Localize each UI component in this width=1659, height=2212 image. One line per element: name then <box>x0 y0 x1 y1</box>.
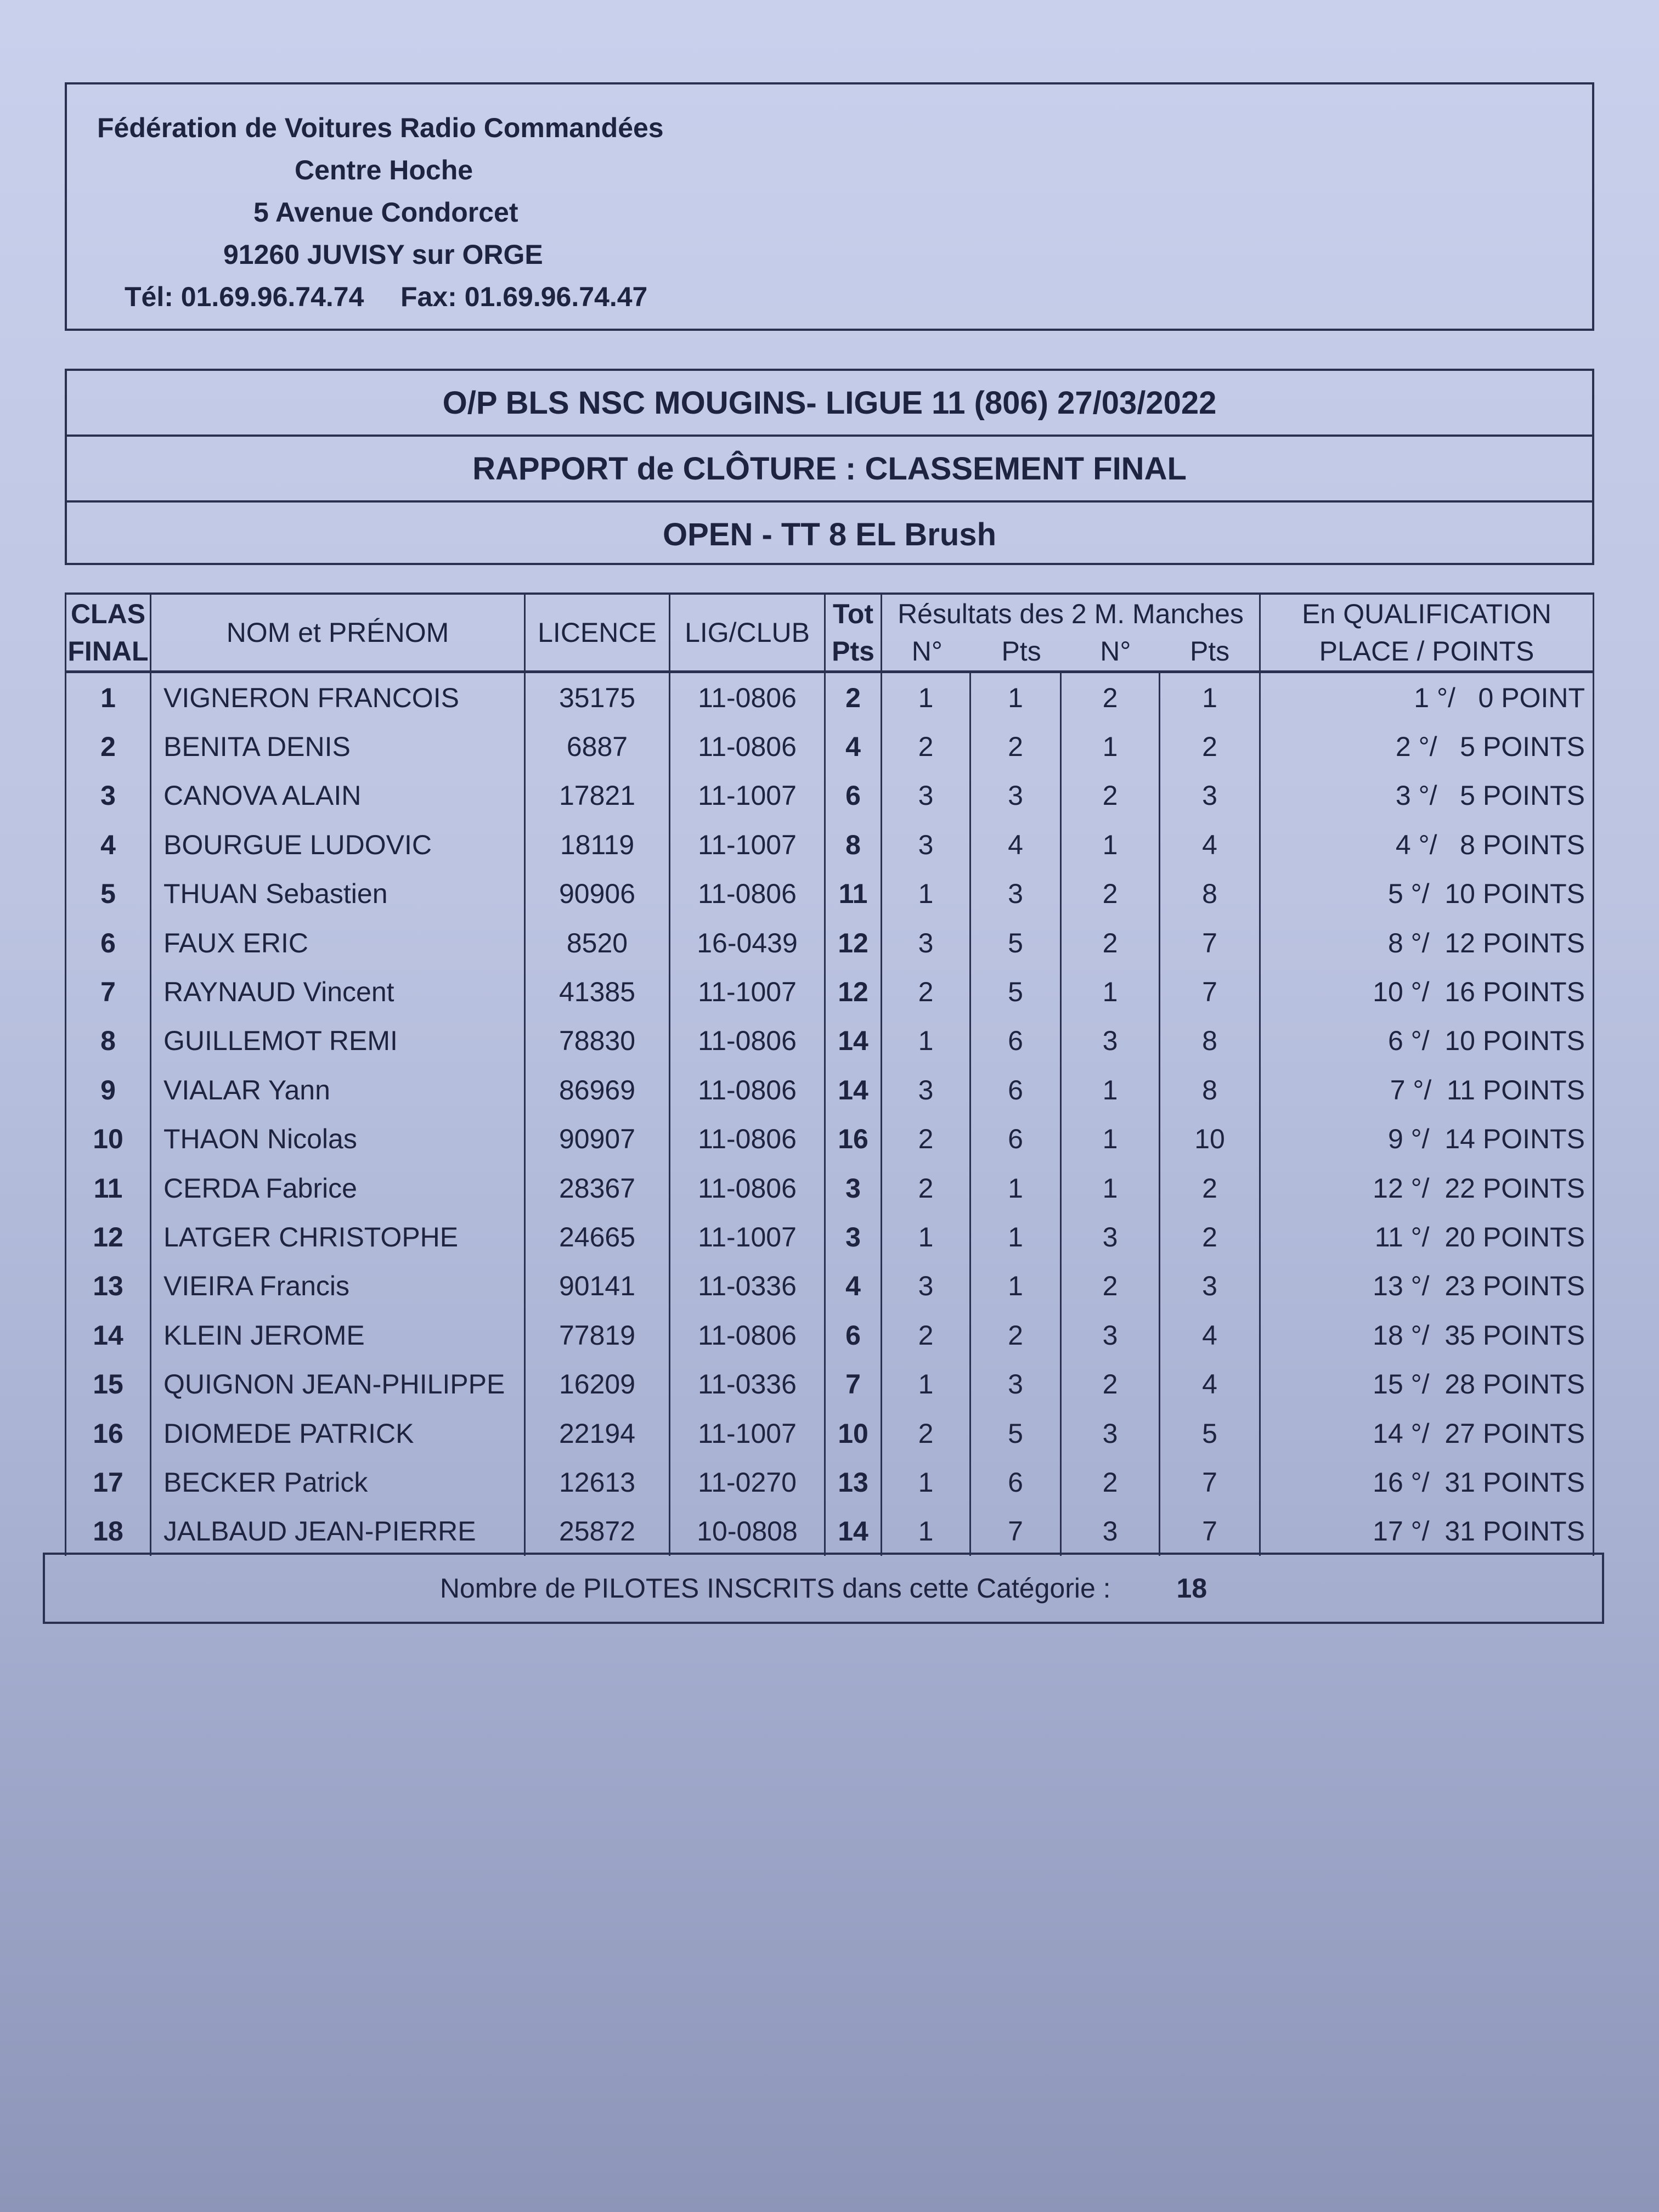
cell-p2: 7 <box>1160 967 1260 1016</box>
cell-name: KLEIN JEROME <box>151 1311 525 1359</box>
cell-club: 11-0806 <box>670 1065 825 1114</box>
cell-licence: 16209 <box>525 1359 670 1408</box>
cell-name: THUAN Sebastien <box>151 870 525 918</box>
cell-n1: 1 <box>882 1212 970 1261</box>
cell-clas: 3 <box>66 771 151 820</box>
cell-licence: 12613 <box>525 1458 670 1506</box>
cell-n1: 1 <box>882 672 970 723</box>
cell-clas: 4 <box>66 820 151 869</box>
cell-clas: 1 <box>66 672 151 723</box>
cell-tot: 3 <box>825 1164 882 1212</box>
cell-n2: 3 <box>1061 1507 1160 1556</box>
table-row <box>66 1359 1594 1408</box>
cell-p2: 2 <box>1160 1164 1260 1212</box>
table-row <box>66 672 1594 723</box>
col-total-points: Tot Pts <box>825 594 882 672</box>
cell-name: FAUX ERIC <box>151 918 525 967</box>
pilot-count: 18 <box>1176 1573 1207 1604</box>
cell-p2: 8 <box>1160 870 1260 918</box>
cell-licence: 41385 <box>525 967 670 1016</box>
table-row <box>66 1017 1594 1065</box>
cell-name: LATGER CHRISTOPHE <box>151 1212 525 1261</box>
fax: Fax: 01.69.96.74.47 <box>400 281 648 312</box>
results-table <box>65 592 1594 1556</box>
cell-n2: 2 <box>1061 1359 1160 1408</box>
table-row <box>66 820 1594 869</box>
col-qualification: En QUALIFICATION PLACE / POINTS <box>1260 594 1594 672</box>
cell-tot: 8 <box>825 820 882 869</box>
table-row <box>66 1212 1594 1261</box>
cell-club: 11-0806 <box>670 1164 825 1212</box>
cell-club: 11-1007 <box>670 1409 825 1458</box>
report-title: RAPPORT de CLÔTURE : CLASSEMENT FINAL <box>67 437 1592 503</box>
cell-licence: 78830 <box>525 1017 670 1065</box>
cell-qual: 10 °/ 16 POINTS <box>1260 967 1594 1016</box>
cell-club: 11-0806 <box>670 870 825 918</box>
table-row <box>66 918 1594 967</box>
cell-n2: 3 <box>1061 1017 1160 1065</box>
cell-p2: 5 <box>1160 1409 1260 1458</box>
cell-clas: 13 <box>66 1262 151 1311</box>
cell-p1: 2 <box>970 722 1061 771</box>
cell-name: VIEIRA Francis <box>151 1262 525 1311</box>
cell-n2: 2 <box>1061 672 1160 723</box>
cell-tot: 4 <box>825 722 882 771</box>
cell-clas: 5 <box>66 870 151 918</box>
cell-club: 11-0806 <box>670 1311 825 1359</box>
cell-clas: 7 <box>66 967 151 1016</box>
cell-n1: 1 <box>882 1359 970 1408</box>
col-n1: N° <box>911 636 943 667</box>
cell-qual: 17 °/ 31 POINTS <box>1260 1507 1594 1556</box>
cell-licence: 24665 <box>525 1212 670 1261</box>
cell-qual: 8 °/ 12 POINTS <box>1260 918 1594 967</box>
center-name: Centre Hoche <box>295 155 473 185</box>
federation-header <box>65 82 1594 331</box>
cell-tot: 14 <box>825 1017 882 1065</box>
org-name: Fédération de Voitures Radio Commandées <box>97 112 664 143</box>
cell-p2: 4 <box>1160 1311 1260 1359</box>
cell-qual: 18 °/ 35 POINTS <box>1260 1311 1594 1359</box>
table-row <box>66 1458 1594 1506</box>
cell-club: 10-0808 <box>670 1507 825 1556</box>
cell-licence: 25872 <box>525 1507 670 1556</box>
cell-club: 11-1007 <box>670 820 825 869</box>
cell-p1: 3 <box>970 1359 1061 1408</box>
cell-n2: 1 <box>1061 1115 1160 1164</box>
cell-n2: 1 <box>1061 1164 1160 1212</box>
city: 91260 JUVISY sur ORGE <box>223 239 543 270</box>
cell-name: GUILLEMOT REMI <box>151 1017 525 1065</box>
cell-p1: 1 <box>970 1212 1061 1261</box>
cell-qual: 6 °/ 10 POINTS <box>1260 1017 1594 1065</box>
cell-p2: 3 <box>1160 771 1260 820</box>
col-p1: Pts <box>1001 636 1041 667</box>
cell-licence: 17821 <box>525 771 670 820</box>
cell-qual: 7 °/ 11 POINTS <box>1260 1065 1594 1114</box>
cell-n1: 1 <box>882 870 970 918</box>
cell-tot: 12 <box>825 918 882 967</box>
table-row <box>66 1065 1594 1114</box>
cell-clas: 18 <box>66 1507 151 1556</box>
cell-n2: 1 <box>1061 967 1160 1016</box>
cell-n1: 3 <box>882 771 970 820</box>
event-title: O/P BLS NSC MOUGINS- LIGUE 11 (806) 27/03/2022 <box>67 371 1592 437</box>
cell-qual: 3 °/ 5 POINTS <box>1260 771 1594 820</box>
cell-qual: 12 °/ 22 POINTS <box>1260 1164 1594 1212</box>
cell-qual: 15 °/ 28 POINTS <box>1260 1359 1594 1408</box>
cell-tot: 6 <box>825 771 882 820</box>
cell-qual: 13 °/ 23 POINTS <box>1260 1262 1594 1311</box>
table-header-row <box>66 594 1594 672</box>
cell-n2: 3 <box>1061 1311 1160 1359</box>
cell-clas: 17 <box>66 1458 151 1506</box>
cell-n2: 2 <box>1061 870 1160 918</box>
cell-club: 11-0270 <box>670 1458 825 1506</box>
cell-qual: 2 °/ 5 POINTS <box>1260 722 1594 771</box>
col-manches <box>882 594 1260 672</box>
cell-p1: 5 <box>970 918 1061 967</box>
cell-club: 11-0806 <box>670 1115 825 1164</box>
pilot-count-footer <box>43 1553 1604 1624</box>
cell-name: VIALAR Yann <box>151 1065 525 1114</box>
cell-club: 11-0806 <box>670 672 825 723</box>
cell-clas: 6 <box>66 918 151 967</box>
cell-name: JALBAUD JEAN-PIERRE <box>151 1507 525 1556</box>
cell-p2: 4 <box>1160 820 1260 869</box>
pilot-count-label: Nombre de PILOTES INSCRITS dans cette Catégorie : <box>439 1573 1111 1604</box>
cell-n1: 3 <box>882 918 970 967</box>
cell-p2: 7 <box>1160 1507 1260 1556</box>
cell-n1: 2 <box>882 1115 970 1164</box>
cell-tot: 10 <box>825 1409 882 1458</box>
cell-n1: 2 <box>882 1409 970 1458</box>
cell-licence: 22194 <box>525 1409 670 1458</box>
cell-n2: 3 <box>1061 1409 1160 1458</box>
cell-clas: 11 <box>66 1164 151 1212</box>
cell-licence: 77819 <box>525 1311 670 1359</box>
cell-p2: 1 <box>1160 672 1260 723</box>
cell-clas: 12 <box>66 1212 151 1261</box>
table-row <box>66 722 1594 771</box>
cell-name: VIGNERON FRANCOIS <box>151 672 525 723</box>
cell-qual: 5 °/ 10 POINTS <box>1260 870 1594 918</box>
cell-p2: 8 <box>1160 1065 1260 1114</box>
cell-tot: 11 <box>825 870 882 918</box>
cell-licence: 86969 <box>525 1065 670 1114</box>
cell-p1: 4 <box>970 820 1061 869</box>
cell-name: CANOVA ALAIN <box>151 771 525 820</box>
cell-p2: 8 <box>1160 1017 1260 1065</box>
cell-name: CERDA Fabrice <box>151 1164 525 1212</box>
cell-club: 11-0806 <box>670 1017 825 1065</box>
cell-name: BECKER Patrick <box>151 1458 525 1506</box>
title-block <box>65 369 1594 565</box>
cell-n1: 1 <box>882 1017 970 1065</box>
cell-tot: 14 <box>825 1507 882 1556</box>
cell-p1: 6 <box>970 1065 1061 1114</box>
cell-club: 11-1007 <box>670 771 825 820</box>
cell-p1: 1 <box>970 1164 1061 1212</box>
cell-licence: 90906 <box>525 870 670 918</box>
cell-n1: 2 <box>882 1164 970 1212</box>
col-clas-final: CLAS FINAL <box>66 594 151 672</box>
cell-licence: 90907 <box>525 1115 670 1164</box>
cell-p2: 7 <box>1160 918 1260 967</box>
cell-n1: 2 <box>882 1311 970 1359</box>
cell-clas: 15 <box>66 1359 151 1408</box>
cell-p1: 1 <box>970 672 1061 723</box>
cell-p1: 6 <box>970 1017 1061 1065</box>
table-row <box>66 1311 1594 1359</box>
cell-n2: 1 <box>1061 1065 1160 1114</box>
cell-licence: 28367 <box>525 1164 670 1212</box>
cell-n2: 1 <box>1061 722 1160 771</box>
table-row <box>66 1507 1594 1556</box>
cell-p2: 2 <box>1160 1212 1260 1261</box>
cell-clas: 14 <box>66 1311 151 1359</box>
cell-name: THAON Nicolas <box>151 1115 525 1164</box>
table-row <box>66 1164 1594 1212</box>
cell-p2: 10 <box>1160 1115 1260 1164</box>
table-row <box>66 870 1594 918</box>
cell-p1: 2 <box>970 1311 1061 1359</box>
cell-licence: 18119 <box>525 820 670 869</box>
cell-tot: 4 <box>825 1262 882 1311</box>
cell-clas: 10 <box>66 1115 151 1164</box>
cell-n1: 3 <box>882 820 970 869</box>
cell-p1: 5 <box>970 1409 1061 1458</box>
cell-tot: 7 <box>825 1359 882 1408</box>
cell-n1: 1 <box>882 1507 970 1556</box>
cell-p2: 4 <box>1160 1359 1260 1408</box>
cell-n2: 2 <box>1061 771 1160 820</box>
cell-n1: 3 <box>882 1262 970 1311</box>
cell-name: BENITA DENIS <box>151 722 525 771</box>
cell-club: 11-0336 <box>670 1359 825 1408</box>
cell-qual: 14 °/ 27 POINTS <box>1260 1409 1594 1458</box>
cell-tot: 3 <box>825 1212 882 1261</box>
cell-p1: 1 <box>970 1262 1061 1311</box>
manches-label: Résultats des 2 M. Manches <box>898 599 1244 629</box>
cell-qual: 9 °/ 14 POINTS <box>1260 1115 1594 1164</box>
cell-club: 11-1007 <box>670 1212 825 1261</box>
cell-p1: 6 <box>970 1458 1061 1506</box>
col-p2: Pts <box>1189 636 1230 667</box>
col-n2: N° <box>1100 636 1131 667</box>
cell-clas: 2 <box>66 722 151 771</box>
cell-tot: 6 <box>825 1311 882 1359</box>
cell-club: 11-0336 <box>670 1262 825 1311</box>
cell-p2: 2 <box>1160 722 1260 771</box>
cell-p1: 3 <box>970 870 1061 918</box>
cell-clas: 8 <box>66 1017 151 1065</box>
cell-qual: 11 °/ 20 POINTS <box>1260 1212 1594 1261</box>
table-row <box>66 1262 1594 1311</box>
cell-tot: 16 <box>825 1115 882 1164</box>
cell-p1: 7 <box>970 1507 1061 1556</box>
col-licence: LICENCE <box>525 594 670 672</box>
cell-licence: 6887 <box>525 722 670 771</box>
cell-n2: 2 <box>1061 1458 1160 1506</box>
cell-n2: 2 <box>1061 918 1160 967</box>
cell-club: 11-1007 <box>670 967 825 1016</box>
cell-name: DIOMEDE PATRICK <box>151 1409 525 1458</box>
table-row <box>66 771 1594 820</box>
cell-licence: 90141 <box>525 1262 670 1311</box>
cell-n1: 3 <box>882 1065 970 1114</box>
cell-name: RAYNAUD Vincent <box>151 967 525 1016</box>
telephone: Tél: 01.69.96.74.74 <box>125 281 364 312</box>
table-row <box>66 967 1594 1016</box>
cell-name: QUIGNON JEAN-PHILIPPE <box>151 1359 525 1408</box>
cell-p1: 5 <box>970 967 1061 1016</box>
cell-licence: 35175 <box>525 672 670 723</box>
cell-p1: 6 <box>970 1115 1061 1164</box>
cell-qual: 4 °/ 8 POINTS <box>1260 820 1594 869</box>
cell-tot: 2 <box>825 672 882 723</box>
cell-n1: 2 <box>882 722 970 771</box>
cell-n1: 2 <box>882 967 970 1016</box>
cell-clas: 16 <box>66 1409 151 1458</box>
col-club: LIG/CLUB <box>670 594 825 672</box>
table-row <box>66 1115 1594 1164</box>
cell-name: BOURGUE LUDOVIC <box>151 820 525 869</box>
cell-club: 16-0439 <box>670 918 825 967</box>
cell-clas: 9 <box>66 1065 151 1114</box>
cell-licence: 8520 <box>525 918 670 967</box>
cell-n2: 2 <box>1061 1262 1160 1311</box>
cell-tot: 12 <box>825 967 882 1016</box>
cell-club: 11-0806 <box>670 722 825 771</box>
cell-p2: 7 <box>1160 1458 1260 1506</box>
cell-qual: 16 °/ 31 POINTS <box>1260 1458 1594 1506</box>
table-row <box>66 1409 1594 1458</box>
cell-p2: 3 <box>1160 1262 1260 1311</box>
col-name: NOM et PRÉNOM <box>151 594 525 672</box>
cell-n2: 1 <box>1061 820 1160 869</box>
cell-p1: 3 <box>970 771 1061 820</box>
cell-n2: 3 <box>1061 1212 1160 1261</box>
address: 5 Avenue Condorcet <box>253 197 518 228</box>
cell-n1: 1 <box>882 1458 970 1506</box>
category-title: OPEN - TT 8 EL Brush <box>662 516 996 552</box>
cell-qual: 1 °/ 0 POINT <box>1260 672 1594 723</box>
cell-tot: 13 <box>825 1458 882 1506</box>
cell-tot: 14 <box>825 1065 882 1114</box>
